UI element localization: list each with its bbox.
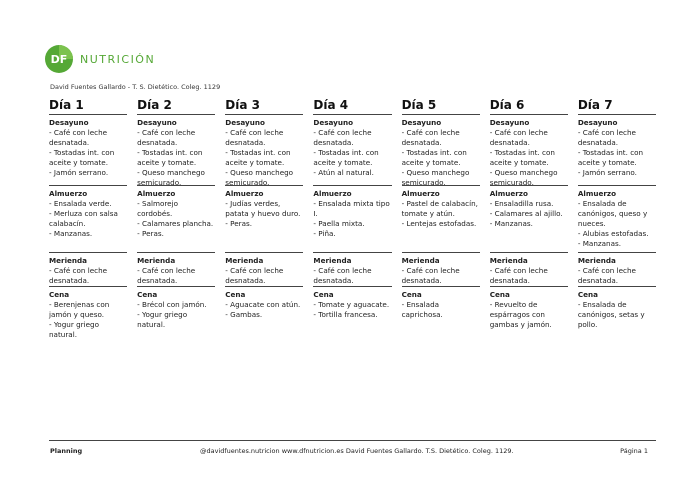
meal-item: - Café con leche desnatada.: [137, 266, 196, 285]
meal-section-desayuno: [402, 115, 480, 186]
meal-section-merienda: [225, 253, 303, 287]
meal-item: - Ensaladilla rusa.: [489, 199, 554, 208]
meal-item: - Café con leche desnatada.: [401, 128, 460, 147]
meal-title: Cena: [577, 290, 598, 299]
meal-title: Cena: [313, 290, 334, 299]
meal-item: - Queso manchego semicurado.: [489, 168, 558, 187]
meal-item: - Café con leche desnatada.: [49, 266, 108, 285]
meal-title: Merienda: [225, 256, 264, 265]
meal-title: Merienda: [577, 256, 616, 265]
meal-section-almuerzo: [313, 186, 391, 253]
meal-item: - Pastel de calabacín, tomate y atún.: [401, 199, 478, 218]
meal-title: Cena: [225, 290, 246, 299]
meal-item: - Queso manchego semicurado.: [225, 168, 294, 187]
meal-section-merienda: [137, 253, 215, 287]
meal-title: Desayuno: [401, 118, 442, 127]
meal-title: Desayuno: [49, 118, 89, 127]
meal-item: - Brécol con jamón.: [137, 300, 207, 309]
meal-title: Merienda: [401, 256, 440, 265]
meal-item: - Paella mixta.: [313, 219, 365, 228]
meal-title: Almuerzo: [489, 189, 528, 198]
footer-divider: [49, 440, 656, 441]
meal-item: - Alubias estofadas.: [577, 229, 649, 238]
meal-title: Almuerzo: [577, 189, 617, 198]
meal-item: - Tostadas int. con aceite y tomate.: [225, 148, 291, 167]
meal-item: - Tostadas int. con aceite y tomate.: [49, 148, 115, 167]
footer-center: @davidfuentes.nutricion www.dfnutricion.es David Fuentes Gallardo. T.S. Dietético. Coleg. 1129.: [200, 447, 514, 455]
meal-item: - Café con leche desnatada.: [225, 128, 284, 147]
meal-title: Cena: [401, 290, 422, 299]
meal-section-almuerzo: [490, 186, 568, 253]
meal-item: - Tostadas int. con aceite y tomate.: [489, 148, 555, 167]
meal-item: - Ensalada mixta tipo I.: [313, 199, 390, 218]
meal-title: Almuerzo: [137, 189, 176, 198]
meal-section-almuerzo: [578, 186, 656, 253]
meal-item: - Yogur griego natural.: [137, 310, 188, 329]
meal-title: Desayuno: [577, 118, 618, 127]
meal-item: - Merluza con salsa calabacín.: [49, 209, 118, 228]
meal-item: - Berenjenas con jamón y queso.: [49, 300, 110, 319]
meal-item: - Café con leche desnatada.: [401, 266, 460, 285]
meal-section-almuerzo: [225, 186, 303, 253]
meal-title: Almuerzo: [313, 189, 352, 198]
meal-title: Desayuno: [137, 118, 177, 127]
meal-section-almuerzo: [137, 186, 215, 253]
meal-section-cena: [49, 287, 127, 354]
meal-item: - Café con leche desnatada.: [489, 266, 548, 285]
meal-item: - Café con leche desnatada.: [489, 128, 548, 147]
meal-item: - Café con leche desnatada.: [577, 128, 636, 147]
meal-section-almuerzo: [402, 186, 480, 253]
meal-section-merienda: [49, 253, 127, 287]
meal-item: - Jamón serrano.: [49, 168, 109, 177]
meal-item: - Calamares al ajillo.: [489, 209, 563, 218]
day-heading: Día 6: [490, 96, 568, 115]
meal-section-merienda: [313, 253, 391, 287]
meal-section-cena: [490, 287, 568, 354]
meal-item: - Piña.: [313, 229, 336, 238]
day-column: [402, 96, 480, 354]
meal-item: - Café con leche desnatada.: [225, 266, 284, 285]
brand-logo: [44, 44, 155, 74]
day-heading: Día 2: [137, 96, 215, 115]
meal-title: Merienda: [49, 256, 88, 265]
meal-item: - Yogur griego natural.: [49, 320, 99, 339]
meal-section-desayuno: [313, 115, 391, 186]
meal-item: - Salmorejo cordobés.: [137, 199, 178, 218]
meal-title: Cena: [489, 290, 510, 299]
meal-section-cena: [402, 287, 480, 354]
logo-word: NUTRICIÓN: [80, 52, 156, 66]
meal-section-cena: [137, 287, 215, 354]
meal-section-cena: [313, 287, 391, 354]
meal-item: - Tostadas int. con aceite y tomate.: [137, 148, 203, 167]
meal-item: - Tostadas int. con aceite y tomate.: [401, 148, 467, 167]
meal-title: Merienda: [137, 256, 176, 265]
meal-item: - Queso manchego semicurado.: [401, 168, 470, 187]
logo-mark: [44, 44, 74, 74]
day-heading: Día 5: [402, 96, 480, 115]
meal-section-merienda: [578, 253, 656, 287]
meal-item: - Ensalada caprichosa.: [401, 300, 443, 319]
meal-item: - Queso manchego semicurado.: [137, 168, 205, 187]
meal-title: Cena: [137, 290, 158, 299]
meal-item: - Café con leche desnatada.: [577, 266, 636, 285]
meal-item: - Peras.: [225, 219, 253, 228]
meal-title: Desayuno: [225, 118, 265, 127]
meal-section-merienda: [490, 253, 568, 287]
meal-title: Almuerzo: [49, 189, 88, 198]
author-line: David Fuentes Gallardo - T. S. Dietético. Coleg. 1129: [50, 83, 221, 91]
meal-title: Almuerzo: [225, 189, 264, 198]
day-column: [225, 96, 303, 354]
meal-title: Almuerzo: [401, 189, 440, 198]
meal-plan-grid: [49, 96, 656, 354]
meal-section-desayuno: [49, 115, 127, 186]
logo-circle-icon: [44, 44, 74, 74]
meal-section-desayuno: [490, 115, 568, 186]
meal-section-merienda: [402, 253, 480, 287]
meal-item: - Manzanas.: [489, 219, 533, 228]
meal-item: - Tortilla francesa.: [313, 310, 378, 319]
meal-item: - Peras.: [137, 229, 164, 238]
meal-item: - Café con leche desnatada.: [313, 266, 372, 285]
day-heading: Día 4: [313, 96, 391, 115]
day-heading: Día 3: [225, 96, 303, 115]
meal-item: - Tomate y aguacate.: [313, 300, 390, 309]
meal-item: - Ensalada de canónigos, queso y nueces.: [577, 199, 648, 228]
meal-item: - Tostadas int. con aceite y tomate.: [313, 148, 379, 167]
meal-item: - Judías verdes, patata y huevo duro.: [225, 199, 301, 218]
meal-item: - Ensalada de canónigos, setas y pollo.: [577, 300, 645, 329]
meal-item: - Atún al natural.: [313, 168, 374, 177]
meal-section-cena: [578, 287, 656, 354]
meal-title: Merienda: [313, 256, 352, 265]
meal-section-desayuno: [578, 115, 656, 186]
meal-section-cena: [225, 287, 303, 354]
meal-section-desayuno: [225, 115, 303, 186]
footer-left: Planning: [50, 447, 83, 455]
meal-title: Desayuno: [489, 118, 530, 127]
meal-item: - Calamares plancha.: [137, 219, 214, 228]
day-column: [137, 96, 215, 354]
meal-item: - Café con leche desnatada.: [137, 128, 196, 147]
meal-item: - Aguacate con atún.: [225, 300, 301, 309]
day-heading: Día 1: [49, 96, 127, 115]
day-column: [490, 96, 568, 354]
meal-item: - Manzanas.: [49, 229, 93, 238]
footer-page-number: Página 1: [620, 447, 648, 455]
meal-item: - Lentejas estofadas.: [401, 219, 477, 228]
meal-section-desayuno: [137, 115, 215, 186]
meal-item: - Revuelto de espárragos con gambas y jamón.: [489, 300, 552, 329]
meal-item: - Tostadas int. con aceite y tomate.: [577, 148, 644, 167]
day-heading: Día 7: [578, 96, 656, 115]
meal-item: - Jamón serrano.: [577, 168, 637, 177]
meal-item: - Café con leche desnatada.: [313, 128, 372, 147]
meal-section-almuerzo: [49, 186, 127, 253]
meal-item: - Café con leche desnatada.: [49, 128, 108, 147]
meal-title: Desayuno: [313, 118, 354, 127]
meal-title: Merienda: [489, 256, 528, 265]
logo-initials: DF: [50, 53, 68, 66]
meal-item: - Ensalada verde.: [49, 199, 112, 208]
meal-item: - Manzanas.: [577, 239, 622, 248]
meal-item: - Gambas.: [225, 310, 263, 319]
day-column: [313, 96, 391, 354]
day-column: [578, 96, 656, 354]
day-column: [49, 96, 127, 354]
meal-title: Cena: [49, 290, 70, 299]
